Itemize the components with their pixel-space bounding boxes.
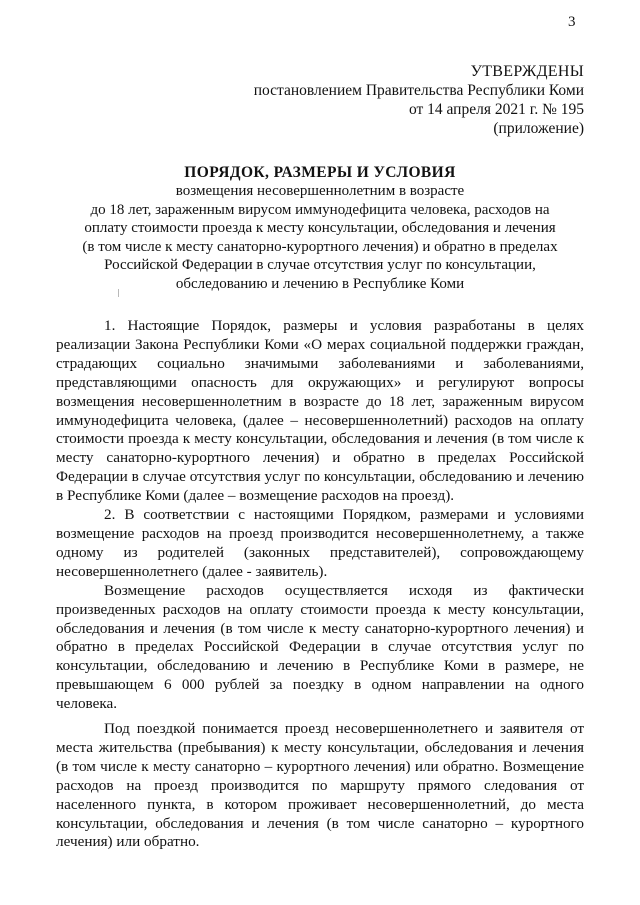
paragraph-2: 2. В соответствии с настоящими Порядком, размерами и условиями возмещение расходов на проезд производится несовершеннолетнему, а также одному из родителей (законных представителей), сопровождающему несовершеннолетнего (далее - заявитель). — [56, 506, 584, 580]
page-number: 3 — [568, 14, 576, 30]
title-line: (в том числе к месту санаторно-курортного лечения) и обратно в пределах — [82, 238, 558, 255]
document-title: ПОРЯДОК, РАЗМЕРЫ И УСЛОВИЯ — [184, 164, 456, 181]
title-line: Российской Федерации в случае отсутствия услуг по консультации, — [104, 257, 536, 274]
paragraph-1: 1. Настоящие Порядок, размеры и условия разработаны в целях реализации Закона Республики Коми «О мерах социальной поддержки граждан, страдающих социально значимыми заболеваниями и заболеваниями, представляющими опасность для окружающих» и регулируют вопросы возмещения несовершеннолетним в возрасте до 18 лет, зараженным вирусом иммунодефицита человека, (далее – несовершеннолетний) расходов на оплату стоимости проезда к месту консультации, обследования и лечения (в том числе к месту санаторно-курортного лечения) и обратно в пределах Российской Федерации в случае отсутствия услуг по консультации, обследованию и лечению в Республике Коми (далее – возмещение расходов на проезд). — [56, 317, 584, 505]
approval-date: от 14 апреля 2021 г. № 195 — [408, 101, 584, 118]
title-line: оплату стоимости проезда к месту консультации, обследования и лечения — [84, 220, 556, 237]
approval-stamp — [254, 62, 584, 138]
title-line: обследованию и лечению в Республике Коми — [175, 275, 465, 292]
document-body — [56, 317, 584, 852]
paragraph-4: Под поездкой понимается проезд несовершеннолетнего и заявителя от места жительства (пребывания) к месту консультации, обследования и лечения (в том числе к месту санаторно – курортного лечения) или обратно. Возмещение расходов на проезд производится по маршруту прямого следования от населенного пункта, в котором проживает несовершеннолетний, до места консультации, обследования и лечения (в том числе санаторно – курортного лечения) или обратно. — [56, 720, 584, 851]
approval-resolution: постановлением Правительства Республики Коми — [253, 82, 584, 99]
title-line: до 18 лет, зараженным вирусом иммунодефицита человека, расходов на — [90, 201, 550, 218]
scan-mark — [118, 289, 119, 297]
approval-appendix: (приложение) — [493, 120, 584, 137]
approval-word: УТВЕРЖДЕНЫ — [470, 63, 584, 80]
title-line: возмещения несовершеннолетним в возрасте — [175, 183, 465, 199]
document-title-block — [56, 163, 584, 294]
paragraph-3: Возмещение расходов осуществляется исходя из фактически произведенных расходов на оплату стоимости проезда к месту консультации, обследования и лечения (в том числе к месту санаторно-курортного лечения) и обратно в пределах Российской Федерации в случае отсутствия услуг по консультации, обследованию и лечению в Республике Коми в размере, не превышающем 6 000 рублей за поездку в одном направлении на одного человека. — [56, 581, 584, 713]
